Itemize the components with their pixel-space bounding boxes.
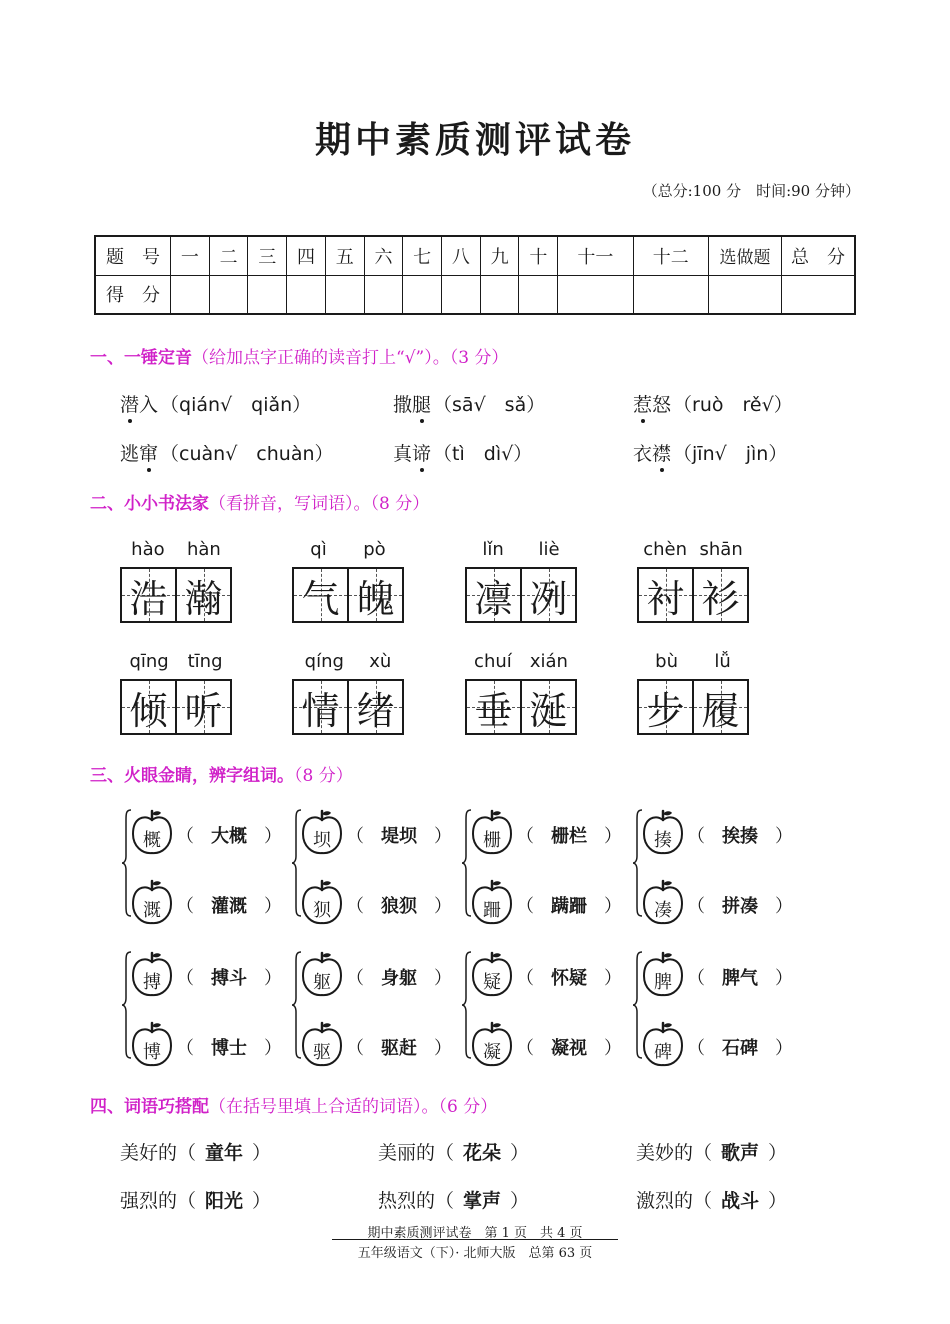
writing-box[interactable]: 瀚 <box>175 569 230 621</box>
q4-item: 激烈的（ 战斗 ） <box>636 1186 787 1213</box>
word-answer: （ 堤坝 ） <box>346 822 452 848</box>
word-item <box>641 808 793 856</box>
apple-char: 揍 <box>654 830 672 851</box>
exam-meta: （总分:100 分 时间:90 分钟） <box>642 182 860 200</box>
col-6: 六 <box>364 236 403 275</box>
word-answer: （ 大概 ） <box>176 822 282 848</box>
q2-heading: 二、小小书法家（看拼音，写词语）。（8 分） <box>90 494 430 514</box>
apple-char: 栅 <box>483 830 501 851</box>
apple-char: 凑 <box>654 900 672 921</box>
apple-icon <box>641 1020 685 1068</box>
score-header-row <box>95 236 855 275</box>
word-answer: （ 蹒跚 ） <box>516 892 622 918</box>
q1-item: 惹怒 （ruò rě√） <box>633 394 793 416</box>
word-answer: （ 灌溉 ） <box>176 892 282 918</box>
answer-blank[interactable]: 大概 <box>211 826 247 847</box>
apple-icon <box>300 950 344 998</box>
answer-blank[interactable]: 堤坝 <box>381 826 417 847</box>
word-item <box>130 808 282 856</box>
word-item <box>300 950 452 998</box>
word-pair-group <box>633 808 793 921</box>
score-cell[interactable] <box>442 275 481 314</box>
apple-char: 凝 <box>483 1042 501 1063</box>
writing-box[interactable]: 垂 <box>467 681 520 733</box>
score-cell[interactable] <box>209 275 248 314</box>
word-answer: （ 石碑 ） <box>687 1034 793 1060</box>
score-cell[interactable] <box>325 275 364 314</box>
col-3: 三 <box>248 236 287 275</box>
answer-blank[interactable]: 挨揍 <box>722 826 758 847</box>
answer-blank[interactable]: 阳光 <box>205 1190 244 1212</box>
word-item <box>470 1020 622 1068</box>
col-12: 十二 <box>633 236 708 275</box>
apple-char: 坝 <box>313 830 331 851</box>
q4-item: 美妙的（ 歌声 ） <box>636 1138 787 1165</box>
apple-icon <box>470 878 514 926</box>
col-5: 五 <box>325 236 364 275</box>
apple-icon <box>300 808 344 856</box>
apple-char: 疑 <box>483 972 501 993</box>
writing-box[interactable]: 衬 <box>639 569 692 621</box>
q4-item: 美好的（ 童年 ） <box>120 1138 271 1165</box>
col-9: 九 <box>480 236 519 275</box>
calligraphy-pair: bù lǚ 步 履 <box>637 651 749 735</box>
answer-blank[interactable]: 战斗 <box>721 1190 760 1212</box>
score-cell[interactable] <box>480 275 519 314</box>
writing-box[interactable]: 绪 <box>347 681 402 733</box>
word-pair-group <box>292 808 452 921</box>
answer-blank[interactable]: 身躯 <box>381 968 417 989</box>
q1-item: 真谛 （tì dì√） <box>393 443 533 465</box>
word-answer: （ 狼狈 ） <box>346 892 452 918</box>
writing-box[interactable]: 步 <box>639 681 692 733</box>
apple-char: 碑 <box>654 1042 672 1063</box>
score-cell[interactable] <box>248 275 287 314</box>
answer-blank[interactable]: 博士 <box>211 1038 247 1059</box>
col-4: 四 <box>287 236 326 275</box>
apple-icon <box>300 878 344 926</box>
apple-char: 驱 <box>313 1042 331 1063</box>
answer-blank[interactable]: 花朵 <box>463 1142 502 1164</box>
writing-box[interactable]: 浩 <box>122 569 175 621</box>
score-cell[interactable] <box>782 275 856 314</box>
footer-page-info: 期中素质测评试卷 第 1 页 共 4 页 <box>367 1226 583 1241</box>
word-item <box>130 878 282 926</box>
calligraphy-pair: qíng xù 情 绪 <box>292 651 404 735</box>
answer-blank[interactable]: 怀疑 <box>551 968 587 989</box>
word-answer: （ 凝视 ） <box>516 1034 622 1060</box>
apple-icon <box>130 1020 174 1068</box>
score-cell[interactable] <box>519 275 558 314</box>
word-answer: （ 栅栏 ） <box>516 822 622 848</box>
answer-blank[interactable]: 驱赶 <box>381 1038 417 1059</box>
score-cell[interactable] <box>633 275 708 314</box>
apple-icon <box>641 878 685 926</box>
q1-heading: 一、一锤定音（给加点字正确的读音打上“√”）。（3 分） <box>90 348 509 368</box>
answer-blank[interactable]: 狼狈 <box>381 896 417 917</box>
q3-heading: 三、火眼金睛，辨字组词。（8 分） <box>90 766 353 786</box>
writing-box[interactable]: 情 <box>294 681 347 733</box>
writing-box[interactable]: 听 <box>175 681 230 733</box>
word-answer: （ 博士 ） <box>176 1034 282 1060</box>
col-7: 七 <box>403 236 442 275</box>
writing-box[interactable]: 冽 <box>520 569 575 621</box>
word-answer: （ 拼凑 ） <box>687 892 793 918</box>
answer-blank[interactable]: 凝视 <box>551 1038 587 1059</box>
apple-char: 脾 <box>654 972 672 993</box>
apple-char: 博 <box>143 1042 161 1063</box>
col-total: 总 分 <box>782 236 856 275</box>
apple-icon <box>470 808 514 856</box>
writing-box[interactable]: 倾 <box>122 681 175 733</box>
q4-item: 热烈的（ 掌声 ） <box>378 1186 529 1213</box>
word-item <box>300 1020 452 1068</box>
apple-char: 跚 <box>483 900 501 921</box>
apple-icon <box>641 950 685 998</box>
word-pair-group <box>122 950 282 1063</box>
apple-icon <box>470 1020 514 1068</box>
score-cell[interactable] <box>709 275 782 314</box>
calligraphy-pair: hào hàn 浩 瀚 <box>120 539 232 623</box>
writing-box[interactable]: 气 <box>294 569 347 621</box>
col-10: 十 <box>519 236 558 275</box>
apple-icon <box>300 1020 344 1068</box>
writing-box[interactable]: 魄 <box>347 569 402 621</box>
word-item <box>470 950 622 998</box>
col-optional: 选做题 <box>709 236 782 275</box>
apple-char: 狈 <box>313 900 331 921</box>
col-11: 十一 <box>558 236 633 275</box>
word-pair-group <box>462 808 622 921</box>
word-item <box>300 808 452 856</box>
answer-blank[interactable]: 栅栏 <box>551 826 587 847</box>
apple-char: 搏 <box>143 972 161 993</box>
writing-box[interactable]: 凛 <box>467 569 520 621</box>
word-item <box>130 1020 282 1068</box>
answer-blank[interactable]: 灌溉 <box>211 896 247 917</box>
calligraphy-pair: lǐn liè 凛 冽 <box>465 539 577 623</box>
word-answer: （ 怀疑 ） <box>516 964 622 990</box>
q1-item: 撒腿 （sā√ sǎ） <box>393 394 546 416</box>
q4-item: 强烈的（ 阳光 ） <box>120 1186 271 1213</box>
word-item <box>641 950 793 998</box>
word-item <box>130 950 282 998</box>
word-answer: （ 挨揍 ） <box>687 822 793 848</box>
answer-blank[interactable]: 掌声 <box>463 1190 502 1212</box>
score-cell[interactable] <box>558 275 633 314</box>
calligraphy-pair: chuí xián 垂 涎 <box>465 651 577 735</box>
col-1: 一 <box>171 236 210 275</box>
q4-heading: 四、词语巧搭配（在括号里填上合适的词语）。（6 分） <box>90 1097 498 1117</box>
word-item <box>470 808 622 856</box>
q1-item: 逃窜 （cuàn√ chuàn） <box>120 443 334 465</box>
word-item <box>470 878 622 926</box>
calligraphy-pair: qì pò 气 魄 <box>292 539 404 623</box>
answer-blank[interactable]: 歌声 <box>721 1142 760 1164</box>
score-cell[interactable] <box>287 275 326 314</box>
row-label-score: 得 分 <box>95 275 171 314</box>
apple-char: 溉 <box>143 900 161 921</box>
answer-blank[interactable]: 搏斗 <box>211 968 247 989</box>
apple-char: 躯 <box>313 972 331 993</box>
word-item <box>300 878 452 926</box>
writing-box[interactable]: 衫 <box>692 569 747 621</box>
apple-icon <box>470 950 514 998</box>
q1-item: 衣襟 （jīn√ jìn） <box>633 443 788 465</box>
answer-blank[interactable]: 童年 <box>205 1142 244 1164</box>
q1-item: 潜入 （qián√ qiǎn） <box>120 394 312 416</box>
answer-blank[interactable]: 蹒跚 <box>551 896 587 917</box>
apple-icon <box>641 808 685 856</box>
answer-blank[interactable]: 拼凑 <box>722 896 758 917</box>
answer-blank[interactable]: 脾气 <box>722 968 758 989</box>
word-answer: （ 驱赶 ） <box>346 1034 452 1060</box>
col-8: 八 <box>442 236 481 275</box>
score-table <box>94 235 856 315</box>
calligraphy-pair: qīng tīng 倾 听 <box>120 651 232 735</box>
word-answer: （ 搏斗 ） <box>176 964 282 990</box>
apple-icon <box>130 808 174 856</box>
word-answer: （ 脾气 ） <box>687 964 793 990</box>
row-label-question-no: 题 号 <box>95 236 171 275</box>
score-cell[interactable] <box>171 275 210 314</box>
score-cell[interactable] <box>403 275 442 314</box>
word-item <box>641 1020 793 1068</box>
word-answer: （ 身躯 ） <box>346 964 452 990</box>
writing-box[interactable]: 涎 <box>520 681 575 733</box>
word-item <box>641 878 793 926</box>
word-pair-group <box>122 808 282 921</box>
apple-icon <box>130 878 174 926</box>
score-value-row <box>95 275 855 314</box>
word-pair-group <box>462 950 622 1063</box>
writing-box[interactable]: 履 <box>692 681 747 733</box>
answer-blank[interactable]: 石碑 <box>722 1038 758 1059</box>
score-cell[interactable] <box>364 275 403 314</box>
q4-item: 美丽的（ 花朵 ） <box>378 1138 529 1165</box>
col-2: 二 <box>209 236 248 275</box>
calligraphy-pair: chèn shān 衬 衫 <box>637 539 749 623</box>
apple-icon <box>130 950 174 998</box>
apple-char: 概 <box>143 830 161 851</box>
word-pair-group <box>292 950 452 1063</box>
footer-divider <box>332 1239 618 1240</box>
word-pair-group <box>633 950 793 1063</box>
footer-book-info: 五年级语文（下）· 北师大版 总第 63 页 <box>357 1246 593 1261</box>
page-title: 期中素质测评试卷 <box>314 119 635 161</box>
